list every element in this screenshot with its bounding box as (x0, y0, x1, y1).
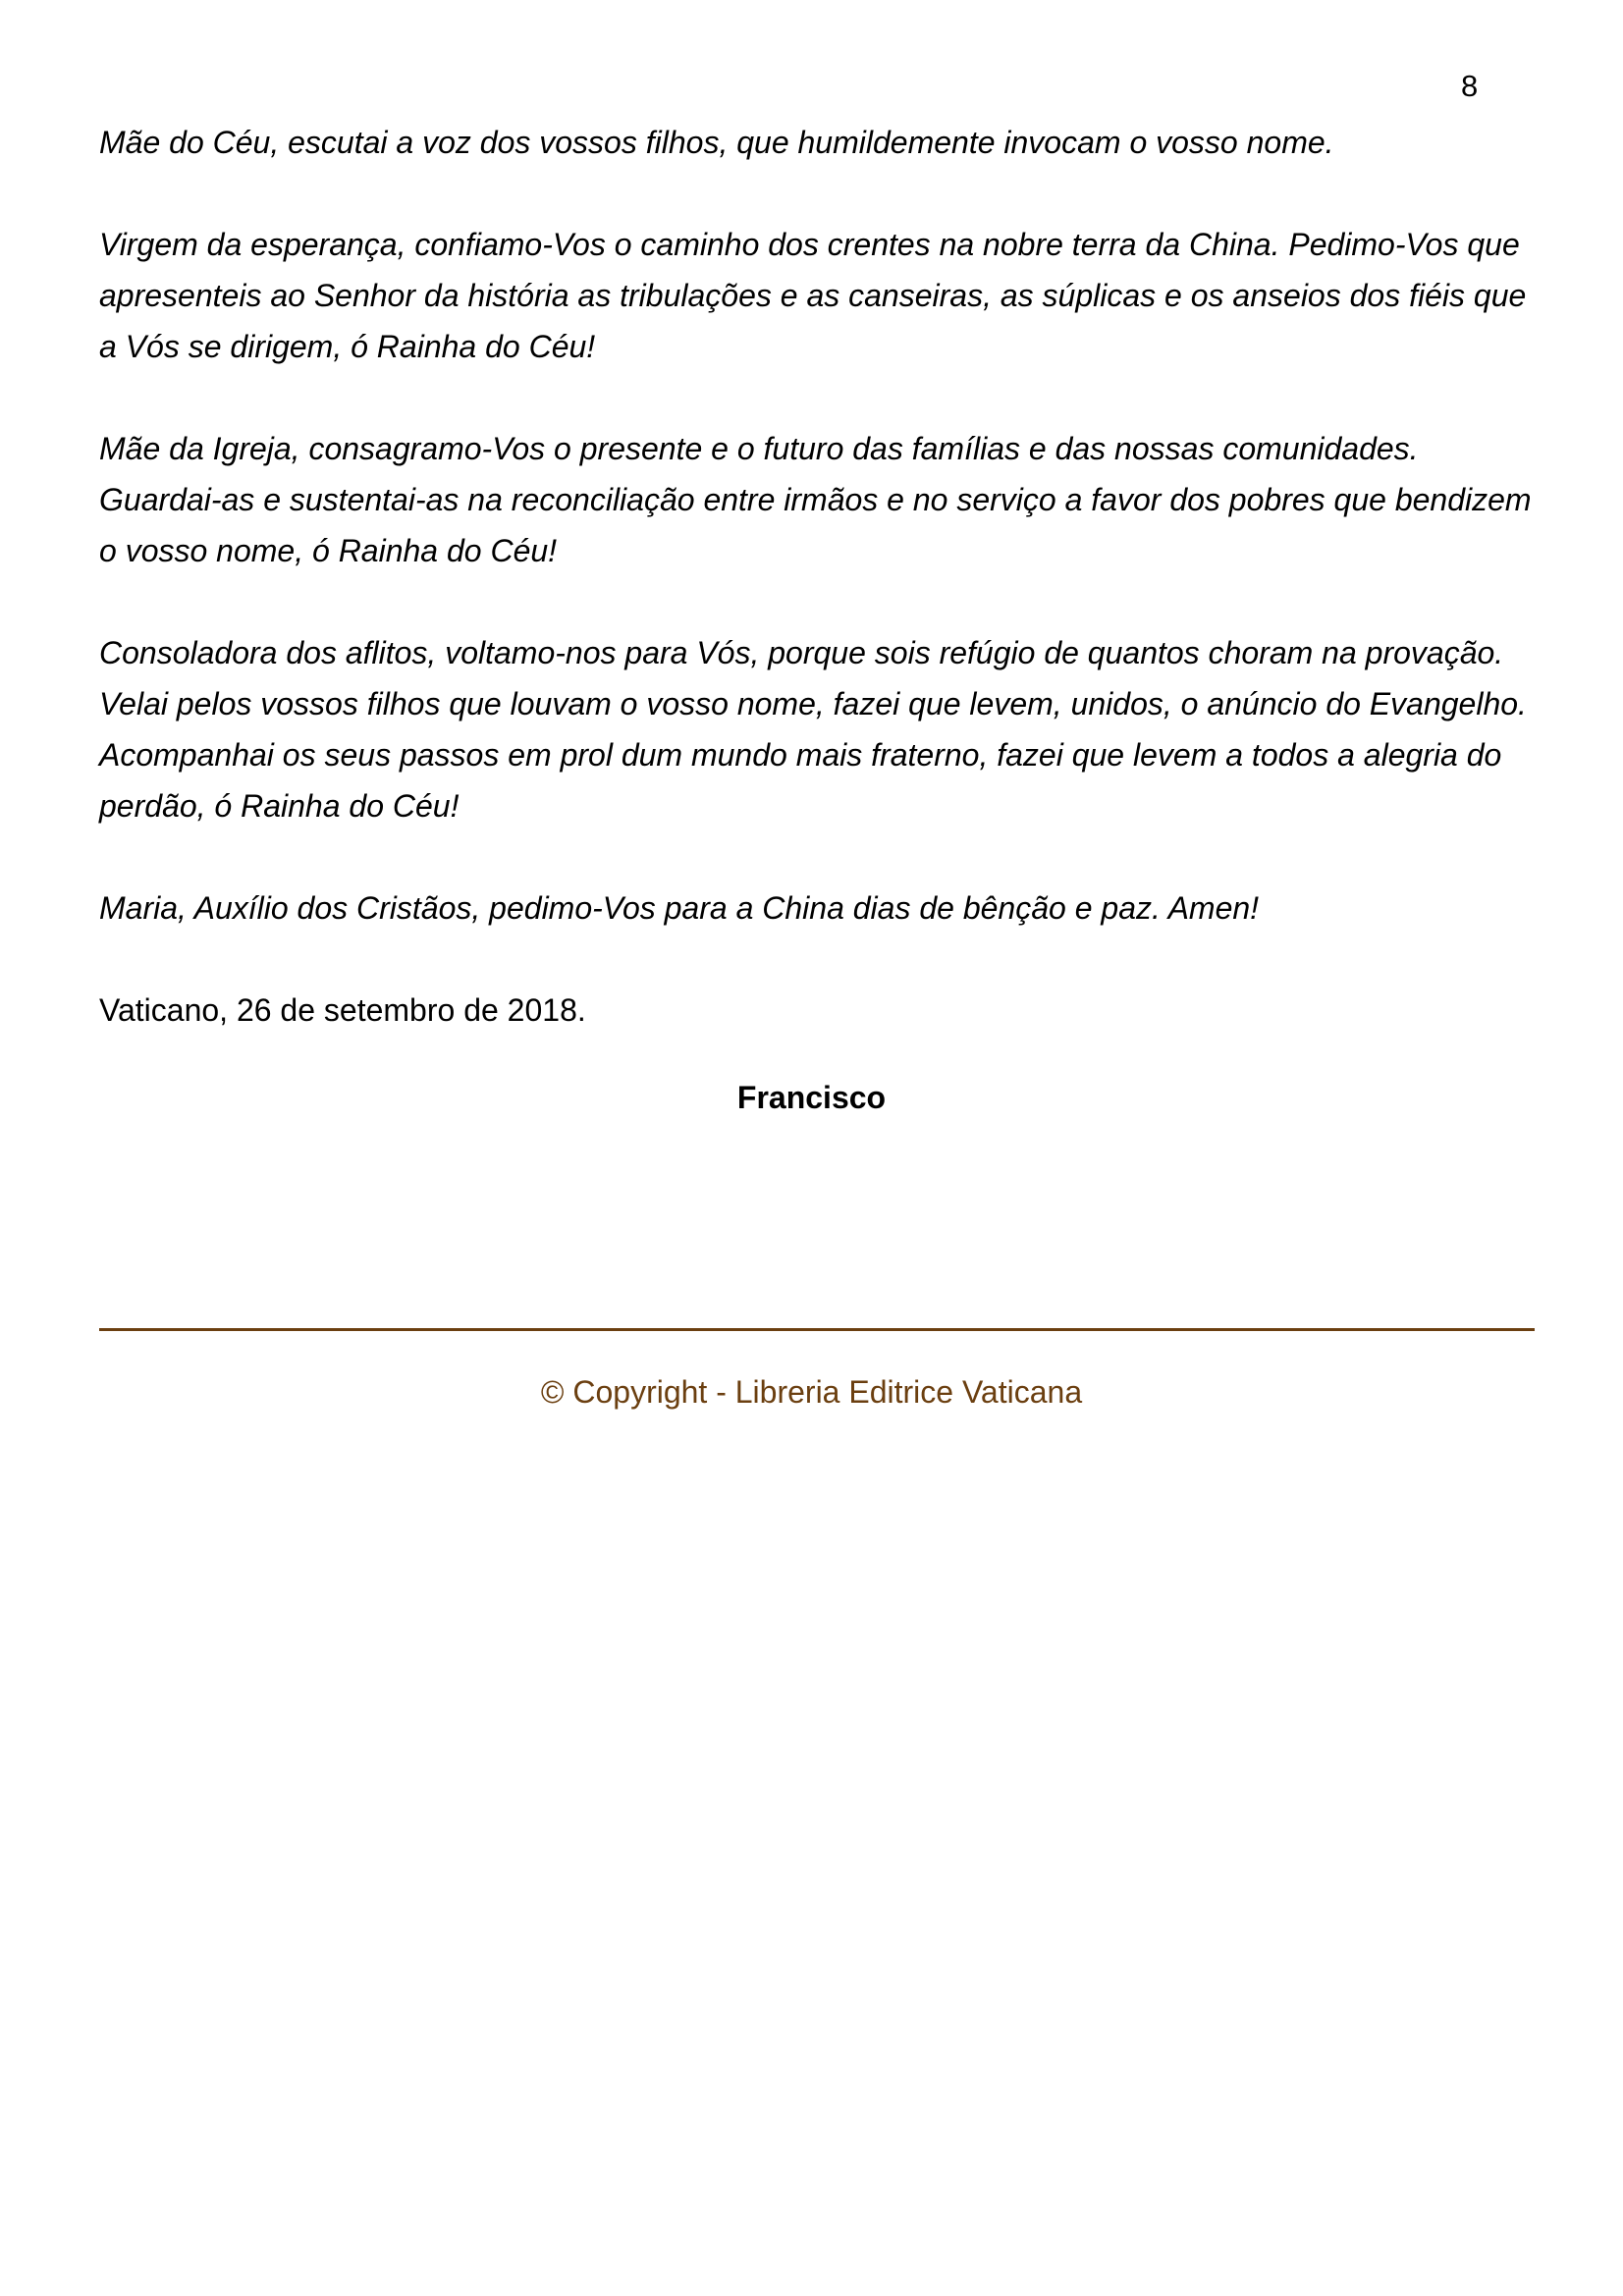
document-body (99, 117, 1538, 1087)
footer-divider (99, 1328, 1535, 1331)
page-number: 8 (1461, 69, 1479, 103)
signature: Francisco (736, 1080, 887, 1115)
copyright-notice: © Copyright - Libreria Editrice Vaticana (540, 1374, 1083, 1410)
paragraph-mae-da-igreja: Mãe da Igreja, consagramo-Vos o presente e o futuro das famílias e das nossas comunidades. Guardai-as e sustentai-as na reconciliação entre irmãos e no serviço a favor dos pobres que bendizem o vosso nome, ó Rainha do Céu! (99, 431, 1532, 568)
paragraph-consoladora-dos-aflitos: Consoladora dos aflitos, voltamo-nos para Vós, porque sois refúgio de quantos choram na provação. Velai pelos vossos filhos que louvam o vosso nome, fazei que levem, unidos, o anúncio do Evangelho. Acompanhai os seus passos em prol dum mundo mais fraterno, fazei que levem a todos a alegria do perdão, ó Rainha do Céu! (99, 635, 1527, 824)
paragraph-mae-do-ceu: Mãe do Céu, escutai a voz dos vossos filhos, que humildemente invocam o vosso nome. (99, 125, 1334, 160)
paragraph-maria-auxilio: Maria, Auxílio dos Cristãos, pedimo-Vos para a China dias de bênção e paz. Amen! (99, 890, 1260, 926)
date-line: Vaticano, 26 de setembro de 2018. (99, 992, 586, 1028)
paragraph-virgem-da-esperanca: Virgem da esperança, confiamo-Vos o caminho dos crentes na nobre terra da China. Pedimo-Vos que apresenteis ao Senhor da história as tribulações e as canseiras, as súplicas e os anseios dos fiéis que a Vós se dirigem, ó Rainha do Céu! (99, 227, 1527, 364)
